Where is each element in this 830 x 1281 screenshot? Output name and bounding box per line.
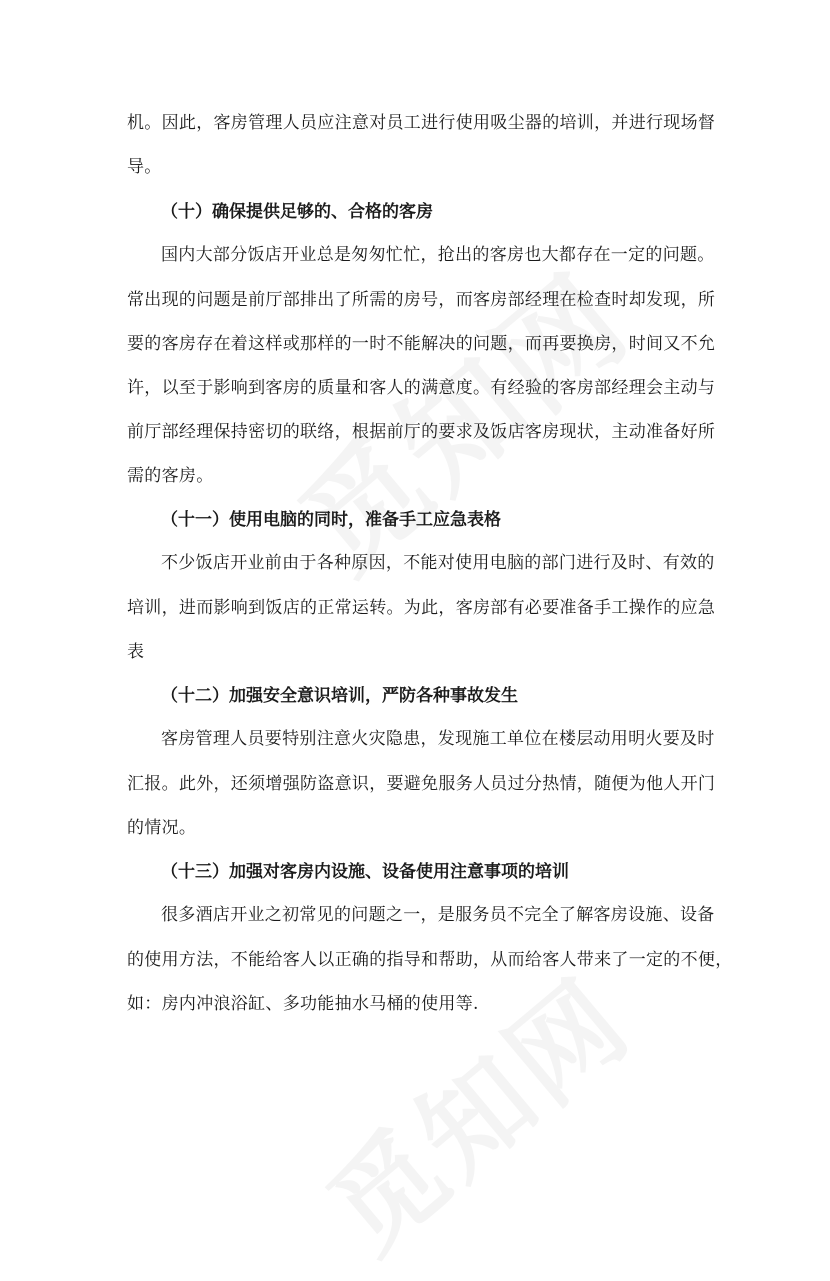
paragraph-line: 国内大部分饭店开业总是匆匆忙忙，抢出的客房也大都存在一定的问题。 bbox=[161, 245, 715, 265]
paragraph-line: 常出现的问题是前厅部排出了所需的房号，而客房部经理在检查时却发现，所 bbox=[127, 290, 716, 310]
paragraph-line: 如：房内冲浪浴缸、多功能抽水马桶的使用等. bbox=[127, 994, 479, 1014]
paragraph-line: 培训，进而影响到饭店的正常运转。为此，客房部有必要准备手工操作的应急 bbox=[127, 598, 716, 618]
paragraph-line: 许，以至于影响到客房的质量和客人的满意度。有经验的客房部经理会主动与 bbox=[127, 378, 716, 398]
section-heading-11: （十一）使用电脑的同时，准备手工应急表格 bbox=[161, 510, 501, 530]
paragraph-line: 汇报。此外，还须增强防盗意识，要避免服务人员过分热情，随便为他人开门 bbox=[127, 774, 716, 794]
paragraph-line: 导。 bbox=[127, 157, 162, 177]
section-heading-10: （十）确保提供足够的、合格的客房 bbox=[161, 202, 433, 222]
paragraph-line: 不少饭店开业前由于各种原因，不能对使用电脑的部门进行及时、有效的 bbox=[161, 553, 715, 573]
watermark-bottom bbox=[290, 937, 658, 1281]
section-heading-12: （十二）加强安全意识培训，严防各种事故发生 bbox=[161, 686, 518, 706]
paragraph-line: 表 bbox=[127, 642, 145, 662]
paragraph-line: 的情况。 bbox=[127, 818, 197, 838]
paragraph-line: 机。因此，客房管理人员应注意对员工进行使用吸尘器的培训，并进行现场督 bbox=[127, 113, 716, 133]
paragraph-line: 要的客房存在着这样或那样的一时不能解决的问题，而再要换房，时间又不允 bbox=[127, 334, 716, 354]
paragraph-line: 很多酒店开业之初常见的问题之一，是服务员不完全了解客房设施、设备 bbox=[161, 905, 715, 925]
paragraph-line: 的使用方法，不能给客人以正确的指导和帮助，从而给客人带来了一定的不便， bbox=[127, 950, 733, 970]
paragraph-line: 前厅部经理保持密切的联络，根据前厅的要求及饭店客房现状，主动准备好所 bbox=[127, 422, 716, 442]
watermark-top bbox=[259, 229, 659, 604]
paragraph-line: 客房管理人员要特别注意火灾隐患，发现施工单位在楼层动用明火要及时 bbox=[161, 729, 715, 749]
section-heading-13: （十三）加强对客房内设施、设备使用注意事项的培训 bbox=[161, 862, 569, 882]
paragraph-line: 需的客房。 bbox=[127, 466, 214, 486]
